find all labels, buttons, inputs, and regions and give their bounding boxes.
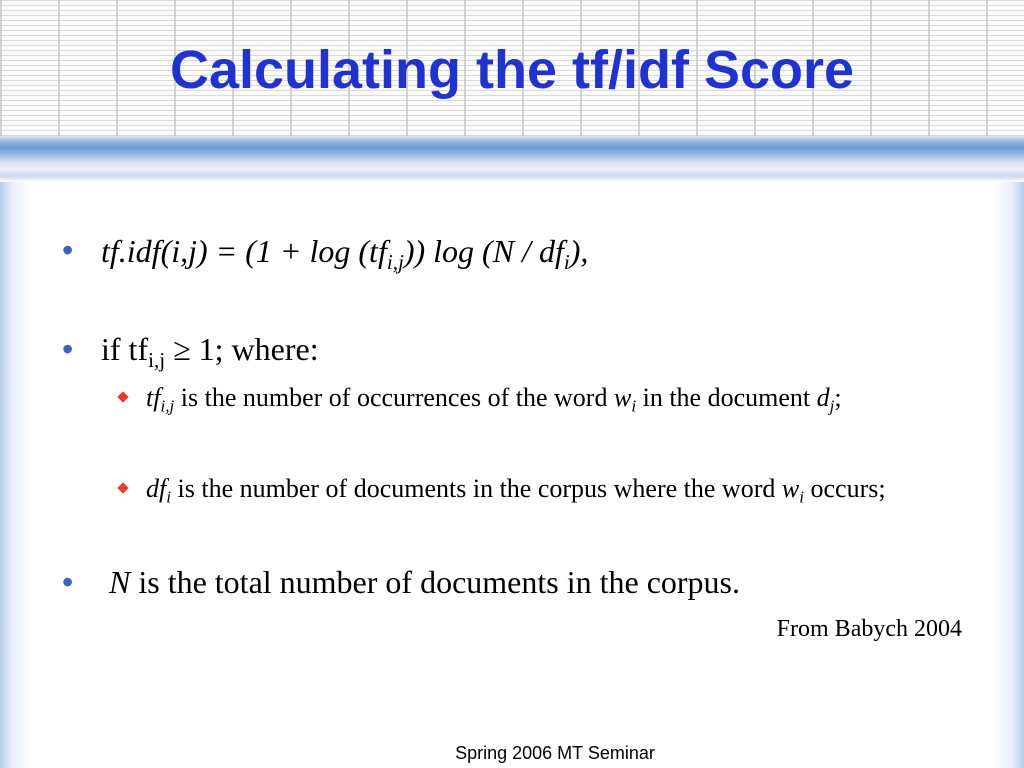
var-w-sub: i [631,396,637,416]
var-w-sub: i [799,487,804,507]
header-blue-band [0,136,1024,182]
term-tf: tf [146,383,161,412]
sub-item-tf [146,377,962,418]
citation: From Babych 2004 [776,616,962,642]
slide-footer: Spring 2006 MT Seminar [455,743,655,763]
df-text2: occurs; [804,474,886,503]
var-w: w [781,474,800,503]
var-d: d [816,383,830,412]
tf-text1: is the number of occurrences of the word [174,383,614,412]
slide-title: Calculating the tf/idf Score [169,40,855,100]
condition-sub: i,j [148,347,166,372]
formula-end: ), [569,233,589,269]
condition-pre: if tf [101,331,149,367]
n-item [109,563,961,601]
sub-item-df [146,468,962,509]
diamond-bullet-icon [117,482,128,493]
bullet-icon: • [62,564,74,600]
formula-sub-i: i [563,249,570,274]
n-text: is the total number of documents in the corpus. [130,564,740,600]
tf-end: ; [834,383,842,412]
var-d-sub: j [829,396,835,416]
term-tf-sub: i,j [160,396,175,416]
diamond-bullet-icon [117,391,128,402]
condition-item [101,330,961,372]
term-df-sub: i [166,487,172,507]
var-n: N [109,564,131,600]
tf-text2: in the document [636,383,817,412]
formula-sub-ij: i,j [386,249,404,274]
formula-item [101,232,961,274]
df-text1: is the number of documents in the corpus where the word [171,474,782,503]
var-w: w [613,383,632,412]
bullet-icon: • [62,331,74,367]
formula-mid: )) log (N / df [403,233,564,269]
condition-post: ≥ 1; where: [165,331,319,367]
term-df: df [146,474,167,503]
bullet-icon: • [62,232,74,268]
formula-lhs: tf.idf(i,j) = (1 + log (tf [101,233,387,269]
